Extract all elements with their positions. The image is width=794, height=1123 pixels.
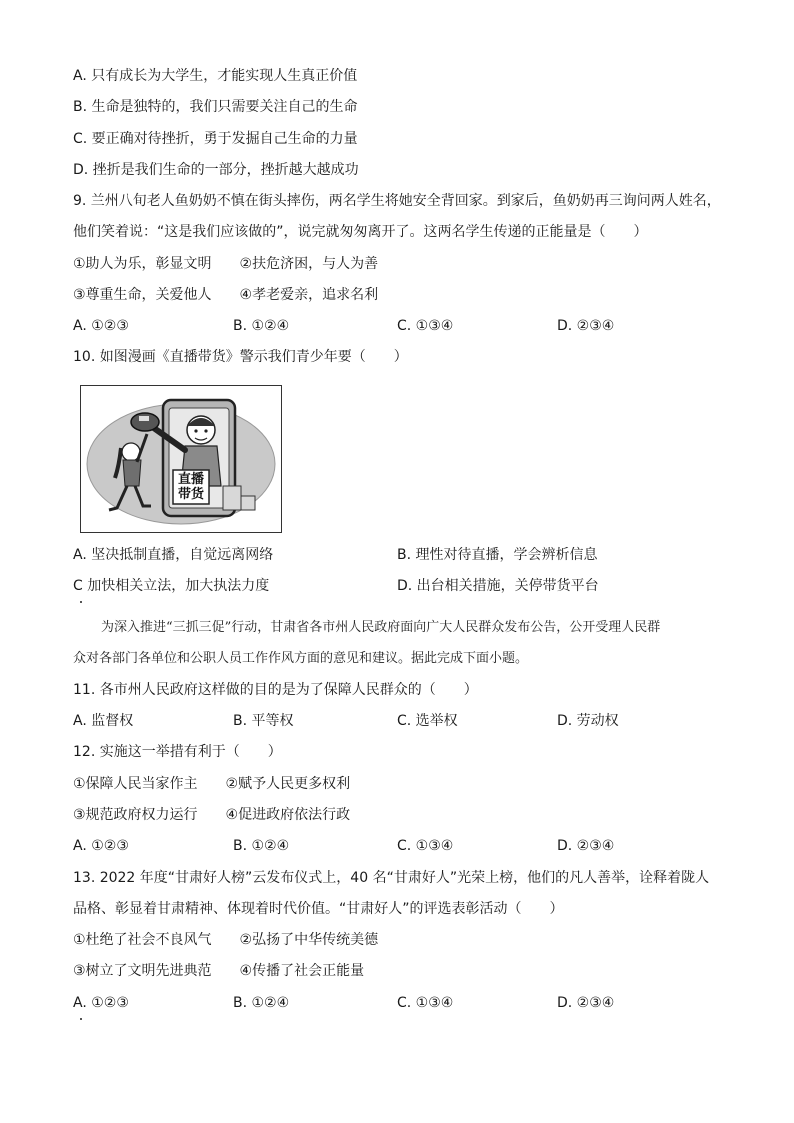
q13-stem-line1: 13. 2022 年度“甘肃好人榜”云发布仪式上，40 名“甘肃好人”光荣上榜，他们的凡人善举，诠释着陇人 (73, 870, 710, 886)
q10-option-c: C 加快相关立法，加大执法力度 (73, 578, 270, 594)
q11-option-b: B. 平等权 (233, 713, 294, 729)
q8-option-d: D. 挫折是我们生命的一部分，挫折越大越成功 (73, 162, 359, 178)
q13-option-a: A. ①②③ (73, 995, 129, 1011)
q11-option-c: C. 选举权 (397, 713, 458, 729)
cartoon-drawing (81, 386, 281, 532)
q11-option-d: D. 劳动权 (557, 713, 619, 729)
passage-line1: 为深入推进“三抓三促”行动，甘肃省各市州人民政府面向广大人民群众发布公告，公开受理人民群 (101, 620, 661, 635)
q11-stem: 11. 各市州人民政府这样做的目的是为了保障人民群众的（ ） (73, 682, 478, 698)
q12-option-d: D. ②③④ (557, 838, 615, 854)
q12-items-line1: ①保障人民当家作主 ②赋予人民更多权利 (73, 776, 351, 792)
q8-option-b: B. 生命是独特的，我们只需要关注自己的生命 (73, 99, 358, 115)
scan-dot (80, 1018, 82, 1020)
q9-stem-line1: 9. 兰州八旬老人鱼奶奶不慎在街头摔伤，两名学生将她安全背回家。到家后，鱼奶奶再三询问两人姓名， (73, 193, 721, 209)
q9-option-a: A. ①②③ (73, 318, 129, 334)
cartoon-sign-text: 直播带货 (177, 472, 204, 502)
passage-line2: 众对各部门各单位和公职人员工作作风方面的意见和建议。据此完成下面小题。 (73, 651, 529, 666)
q13-option-d: D. ②③④ (557, 995, 615, 1011)
q10-stem: 10. 如图漫画《直播带货》警示我们青少年要（ ） (73, 349, 408, 365)
scan-dot (80, 601, 82, 603)
q9-option-b: B. ①②④ (233, 318, 290, 334)
q13-option-b: B. ①②④ (233, 995, 290, 1011)
q9-items-line1: ①助人为乐，彰显文明 ②扶危济困，与人为善 (73, 256, 379, 272)
q12-stem: 12. 实施这一举措有利于（ ） (73, 744, 282, 760)
q10-option-a: A. 坚决抵制直播，自觉远离网络 (73, 547, 274, 563)
q12-items-line2: ③规范政府权力运行 ④促进政府依法行政 (73, 807, 351, 823)
live-streaming-cartoon (80, 385, 282, 533)
q9-option-d: D. ②③④ (557, 318, 615, 334)
q8-option-a: A. 只有成长为大学生，才能实现人生真正价值 (73, 68, 358, 84)
q11-option-a: A. 监督权 (73, 713, 134, 729)
q10-option-d: D. 出台相关措施，关停带货平台 (397, 578, 599, 594)
q9-items-line2: ③尊重生命，关爱他人 ④孝老爱亲，追求名利 (73, 287, 379, 303)
q12-option-a: A. ①②③ (73, 838, 129, 854)
q10-option-b: B. 理性对待直播，学会辨析信息 (397, 547, 598, 563)
q9-option-c: C. ①③④ (397, 318, 454, 334)
q9-stem-line2: 他们笑着说：“这是我们应该做的”，说完就匆匆离开了。这两名学生传递的正能量是（ ） (73, 224, 648, 240)
q13-option-c: C. ①③④ (397, 995, 454, 1011)
q12-option-b: B. ①②④ (233, 838, 290, 854)
q13-items-line2: ③树立了文明先进典范 ④传播了社会正能量 (73, 963, 365, 979)
q13-items-line1: ①杜绝了社会不良风气 ②弘扬了中华传统美德 (73, 932, 379, 948)
q13-stem-line2: 品格、彰显着甘肃精神、体现着时代价值。“甘肃好人”的评选表彰活动（ ） (73, 901, 564, 917)
q8-option-c: C. 要正确对待挫折，勇于发掘自己生命的力量 (73, 131, 358, 147)
q12-option-c: C. ①③④ (397, 838, 454, 854)
